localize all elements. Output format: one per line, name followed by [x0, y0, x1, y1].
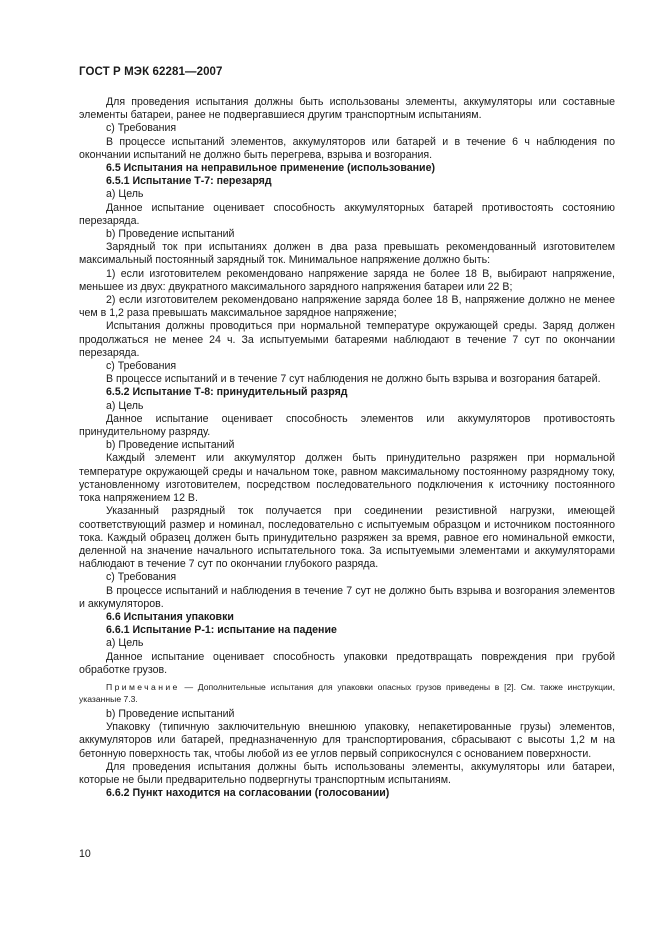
paragraph: Указанный разрядный ток получается при соединении резистивной нагрузки, имеющей соответствующий размер и номинал, последовательно с испытуемым образцом и источником постоянного тока. Каждый образец должен быть принудительно разряжен за время, равное его номинальной емкости, деленной на значение начального испытательного тока. За испытуемыми элементами и аккумуляторами наблюдают в течение 7 сут по окончании глубокого разряда.: [79, 505, 615, 571]
numbered-item: 2) если изготовителем рекомендовано напряжение заряда более 18 В, напряжение должно не менее чем в 1,2 раза превышать максимальное зарядное напряжение;: [79, 294, 615, 320]
paragraph: Для проведения испытания должны быть использованы элементы, аккумуляторы или составные элементы батареи, ранее не подвергавшиеся другим транспортным испытаниям.: [79, 96, 615, 122]
section-heading-6-6-1: 6.6.1 Испытание Р-1: испытание на падение: [106, 624, 337, 637]
note: [79, 681, 615, 705]
list-item-label: c) Требования: [106, 122, 177, 135]
list-item-label: b) Проведение испытаний: [106, 439, 235, 452]
list-item-label: c) Требования: [106, 360, 177, 373]
list-item-label: b) Проведение испытаний: [106, 228, 235, 241]
note-text: — Дополнительные испытания для упаковки опасных грузов приведены в [2]. См. также инструкции, указанные 7.3.: [79, 681, 615, 704]
page-number: 10: [79, 848, 91, 860]
paragraph: Зарядный ток при испытаниях должен в два раза превышать рекомендованный изготовителем максимальный постоянный зарядный ток. Минимальное напряжение должно быть:: [79, 241, 615, 267]
paragraph: Данное испытание оценивает способность упаковки предотвращать повреждения при грубой обработке грузов.: [79, 650, 615, 676]
paragraph: Данное испытание оценивает способность аккумуляторных батарей противостоять состоянию перезаряда.: [79, 201, 615, 227]
paragraph: Испытания должны проводиться при нормальной температуре окружающей среды. Заряд должен продолжаться не менее 24 ч. За испытуемыми батареями наблюдают в течение 7 сут по окончании перезаряда.: [79, 320, 615, 359]
page-body: [79, 96, 615, 800]
paragraph: Каждый элемент или аккумулятор должен быть принудительно разряжен при нормальной температуре окружающей среды и начальном токе, равном максимальному постоянному разрядному току, установленному изготовителем, посредством последовательного подключения к источнику постоянного тока напряжением 12 В.: [79, 452, 615, 505]
section-heading-6-5-1: 6.5.1 Испытание Т-7: перезаряд: [106, 175, 272, 188]
list-item-label: b) Проведение испытаний: [106, 707, 235, 720]
document-id-header: ГОСТ Р МЭК 62281—2007: [79, 66, 223, 78]
section-heading-6-6: 6.6 Испытания упаковки: [106, 610, 234, 623]
section-heading-6-5-2: 6.5.2 Испытание Т-8: принудительный разряд: [106, 386, 348, 399]
paragraph: В процессе испытаний и наблюдения в течение 7 сут не должно быть взрыва и возгорания элементов и аккумуляторов.: [79, 584, 615, 610]
list-item-label: c) Требования: [106, 571, 177, 584]
note-label: Примечание: [106, 681, 180, 692]
section-heading-6-6-2: 6.6.2 Пункт находится на согласовании (голосовании): [106, 787, 390, 800]
list-item-label: a) Цель: [106, 399, 144, 412]
paragraph: В процессе испытаний элементов, аккумуляторов или батарей и в течение 6 ч наблюдения по окончании испытаний не должно быть перегрева, взрыва и возгорания.: [79, 135, 615, 161]
numbered-item: 1) если изготовителем рекомендовано напряжение заряда не более 18 В, выбирают напряжение, меньшее из двух: двукратного максимального зарядного напряжения батареи или 22 В;: [79, 267, 615, 293]
paragraph: Упаковку (типичную заключительную внешнюю упаковку, непакетированные грузы) элементов, аккумуляторов или батарей, предназначенную для транспортирования, сбрасывают с высоты 1,2 м на бетонную поверхность так, чтобы любой из ее углов первый соприкоснулся с основанием поверхности.: [79, 721, 615, 760]
section-heading-6-5: 6.5 Испытания на неправильное применение (использование): [106, 162, 435, 175]
paragraph: В процессе испытаний и в течение 7 сут наблюдения не должно быть взрыва и возгорания батарей.: [106, 373, 601, 386]
paragraph: Данное испытание оценивает способность элементов или аккумуляторов противостоять принудительному разряду.: [79, 412, 615, 439]
paragraph: Для проведения испытания должны быть использованы элементы, аккумуляторы или батареи, которые не были предварительно подвергнуты транспортным испытаниям.: [79, 760, 615, 786]
list-item-label: a) Цель: [106, 637, 144, 650]
list-item-label: a) Цель: [106, 188, 144, 201]
